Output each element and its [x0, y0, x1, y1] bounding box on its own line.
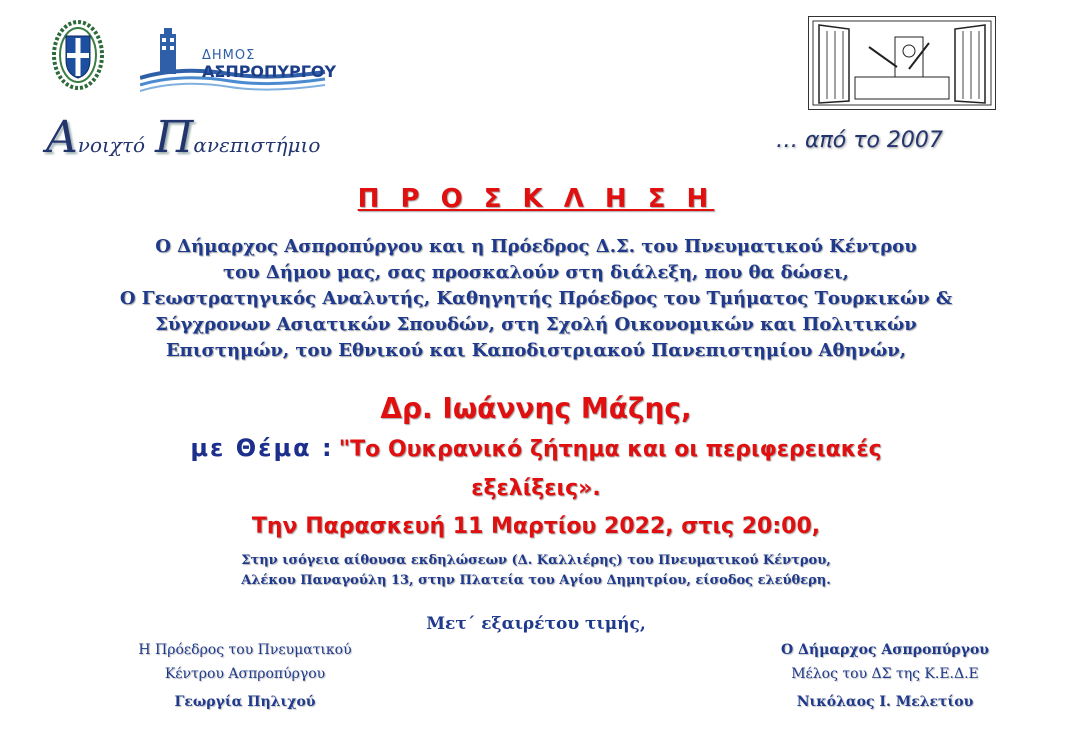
- topic-text: "Το Ουκρανικό ζήτημα και οι περιφερειακές: [338, 437, 882, 462]
- signature-left-name: Γεωργία Πηλιχού: [174, 694, 316, 710]
- signature-right-line2: Μέλος του ΔΣ της Κ.Ε.Δ.Ε: [791, 666, 979, 682]
- signature-right: [730, 638, 1040, 714]
- logo-initial-p: Π: [155, 112, 194, 163]
- signature-left: [90, 638, 400, 714]
- signature-right-line1: Ο Δήμαρχος Ασπροπύργου: [780, 642, 990, 658]
- signature-right-name: Νικόλαος Ι. Μελετίου: [796, 694, 974, 710]
- invitation-title: [0, 184, 1072, 214]
- logo-word-2: ανεπιστήμιο: [193, 133, 321, 157]
- intro-line: Ο Δήμαρχος Ασπροπύργου και η Πρόεδρος Δ.Σ. του Πνευματικού Κέντρου: [155, 236, 917, 257]
- municipality-logo: [140, 28, 337, 94]
- window-sketch-image: [808, 16, 996, 110]
- venue-details: [0, 551, 1072, 591]
- venue-line: Στην ισόγεια αίθουσα εκδηλώσεων (Δ. Καλλιέρης) του Πνευματικού Κέντρου,: [241, 553, 831, 568]
- topic-line-2: εξελίξεις».: [471, 476, 601, 501]
- intro-line: Επιστημών, του Εθνικού και Καποδιστριακού Πανεπιστημίου Αθηνών,: [165, 340, 907, 361]
- topic-line: [0, 434, 1072, 462]
- signature-left-line2: Κέντρου Ασπροπύργου: [164, 666, 326, 682]
- open-university-logo: [46, 112, 366, 168]
- intro-line: Σύγχρονων Ασιατικών Σπουδών, στη Σχολή Οικονομικών και Πολιτικών: [155, 314, 917, 335]
- since-2007-text: … από το 2007: [776, 128, 943, 153]
- intro-paragraph: [0, 234, 1072, 364]
- greek-coat-of-arms-logo: [52, 20, 104, 90]
- intro-line: Ο Γεωστρατηγικός Αναλυτής, Καθηγητής Πρόεδρος του Τμήματος Τουρκικών &: [119, 288, 953, 309]
- signature-left-line1: Η Πρόεδρος του Πνευματικού: [138, 642, 352, 658]
- closing-greeting: Μετ΄ εξαιρέτου τιμής,: [426, 614, 646, 634]
- municipality-label-small: ΔΗΜΟΣ: [202, 48, 256, 63]
- logo-word-1: νοιχτό: [77, 133, 146, 157]
- topic-label: με Θέμα :: [190, 434, 334, 462]
- logo-initial-a: Α: [46, 112, 78, 163]
- invitation-title-text: Π Ρ Ο Σ Κ Λ Η Σ Η: [357, 184, 715, 214]
- event-date: Την Παρασκευή 11 Μαρτίου 2022, στις 20:00,: [251, 514, 821, 539]
- speaker-name: Δρ. Ιωάννης Μάζης,: [380, 392, 692, 425]
- intro-line: του Δήμου μας, σας προσκαλούν στη διάλεξη, που θα δώσει,: [223, 262, 849, 283]
- municipality-label-big: ΑΣΠΡΟΠΥΡΓΟΥ: [202, 62, 337, 81]
- venue-line: Αλέκου Παναγούλη 13, στην Πλατεία του Αγίου Δημητρίου, είσοδος ελεύθερη.: [241, 573, 831, 588]
